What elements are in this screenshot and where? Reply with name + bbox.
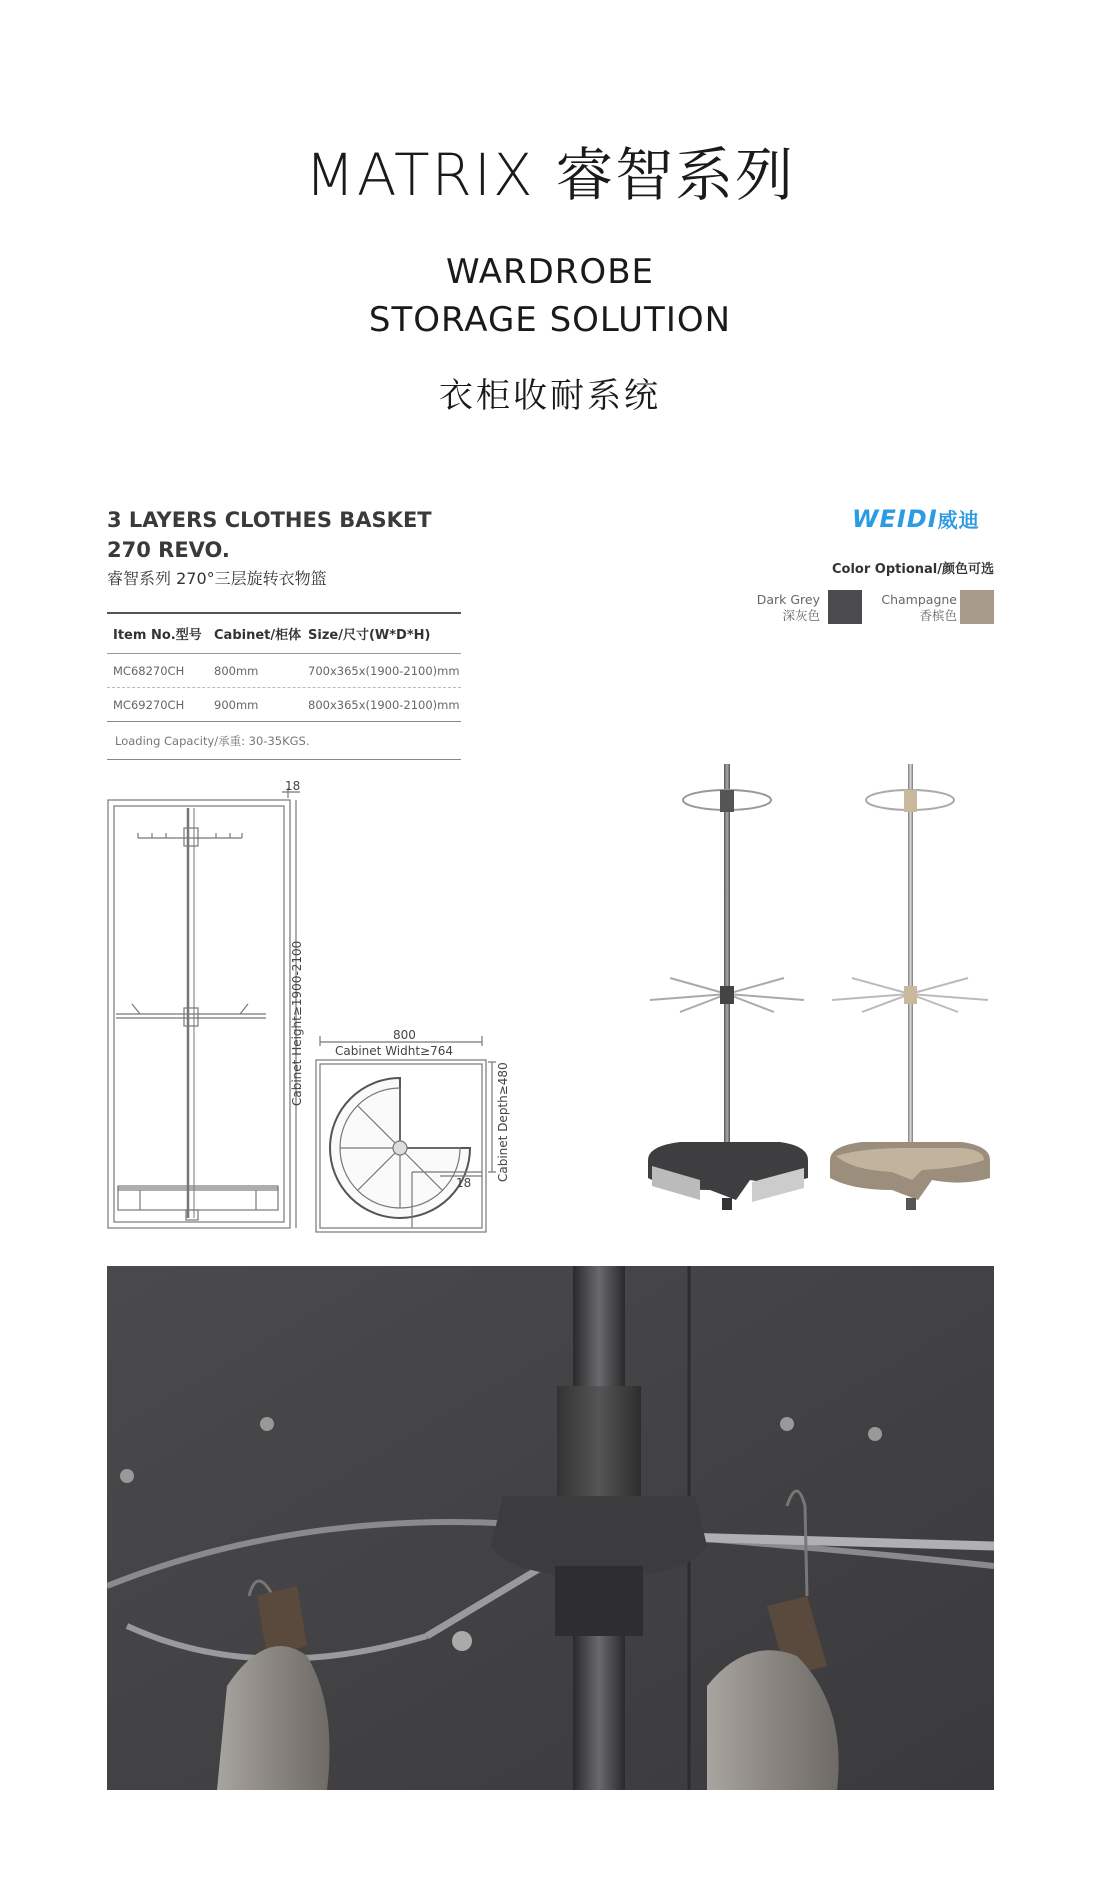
page-title: MATRIX 睿智系列 [304,141,796,209]
top-view-drawing [312,1032,502,1238]
product-title [107,505,432,565]
spec-header-row [107,612,461,654]
brand-logo [852,504,980,533]
product-render-dark-grey [640,760,815,1230]
color-name-en: Dark Grey [756,592,820,607]
dim-thickness-top: 18 [285,779,301,793]
dim-thickness-bottom: 18 [456,1176,472,1190]
spec-table [107,612,461,760]
product-detail-photo [107,1266,994,1790]
brand-logo-en: WEIDI [852,505,938,533]
product-title-cn: 睿智系列 270°三层旋转衣物篮 [107,569,327,588]
swatch-champagne[interactable] [960,590,994,624]
spec-cell-cabinet: 900mm [214,697,259,712]
spec-cell-item: MC69270CH [113,697,185,712]
color-name-en: Champagne [881,592,957,607]
spec-cell-size: 800x365x(1900-2100)mm [308,697,460,712]
front-view-drawing [100,778,300,1238]
swatch-dark-grey[interactable] [828,590,862,624]
dim-width-value: 800 [393,1028,416,1042]
color-name-cn: 香槟色 [919,608,957,623]
spec-header-size: Size/尺寸(W*D*H) [308,628,431,643]
dim-width-label: Cabinet Widht≥764 [335,1044,454,1058]
dim-height-label: Cabinet Height≥1900-2100 [290,940,304,1106]
spec-header-item: Item No.型号 [113,628,202,643]
spec-cell-cabinet: 800mm [214,663,259,678]
spec-cell-size: 700x365x(1900-2100)mm [308,663,460,678]
subtitle-line1: WARDROBE [445,252,654,292]
spec-header-cabinet: Cabinet/柜体 [214,628,302,643]
color-name-cn: 深灰色 [782,608,820,623]
color-options-label: Color Optional/颜色可选 [832,562,994,577]
subtitle-cn: 衣柜收耐系统 [439,376,661,416]
subtitle-line2: STORAGE SOLUTION [368,300,732,340]
product-title-line2: 270 REVO. [107,538,230,562]
brand-logo-cn: 威迪 [937,508,980,532]
color-name-dark-grey [757,592,820,624]
table-row [107,654,461,688]
table-row [107,688,461,722]
dim-depth-label: Cabinet Depth≥480 [496,1062,510,1182]
color-name-champagne [881,592,957,624]
product-title-line1: 3 LAYERS CLOTHES BASKET [107,508,432,532]
detail-photo-illustration [107,1266,994,1790]
spec-cell-item: MC68270CH [113,663,185,678]
loading-capacity: Loading Capacity/承重: 30-35KGS. [107,722,461,760]
product-render-champagne [822,760,997,1230]
